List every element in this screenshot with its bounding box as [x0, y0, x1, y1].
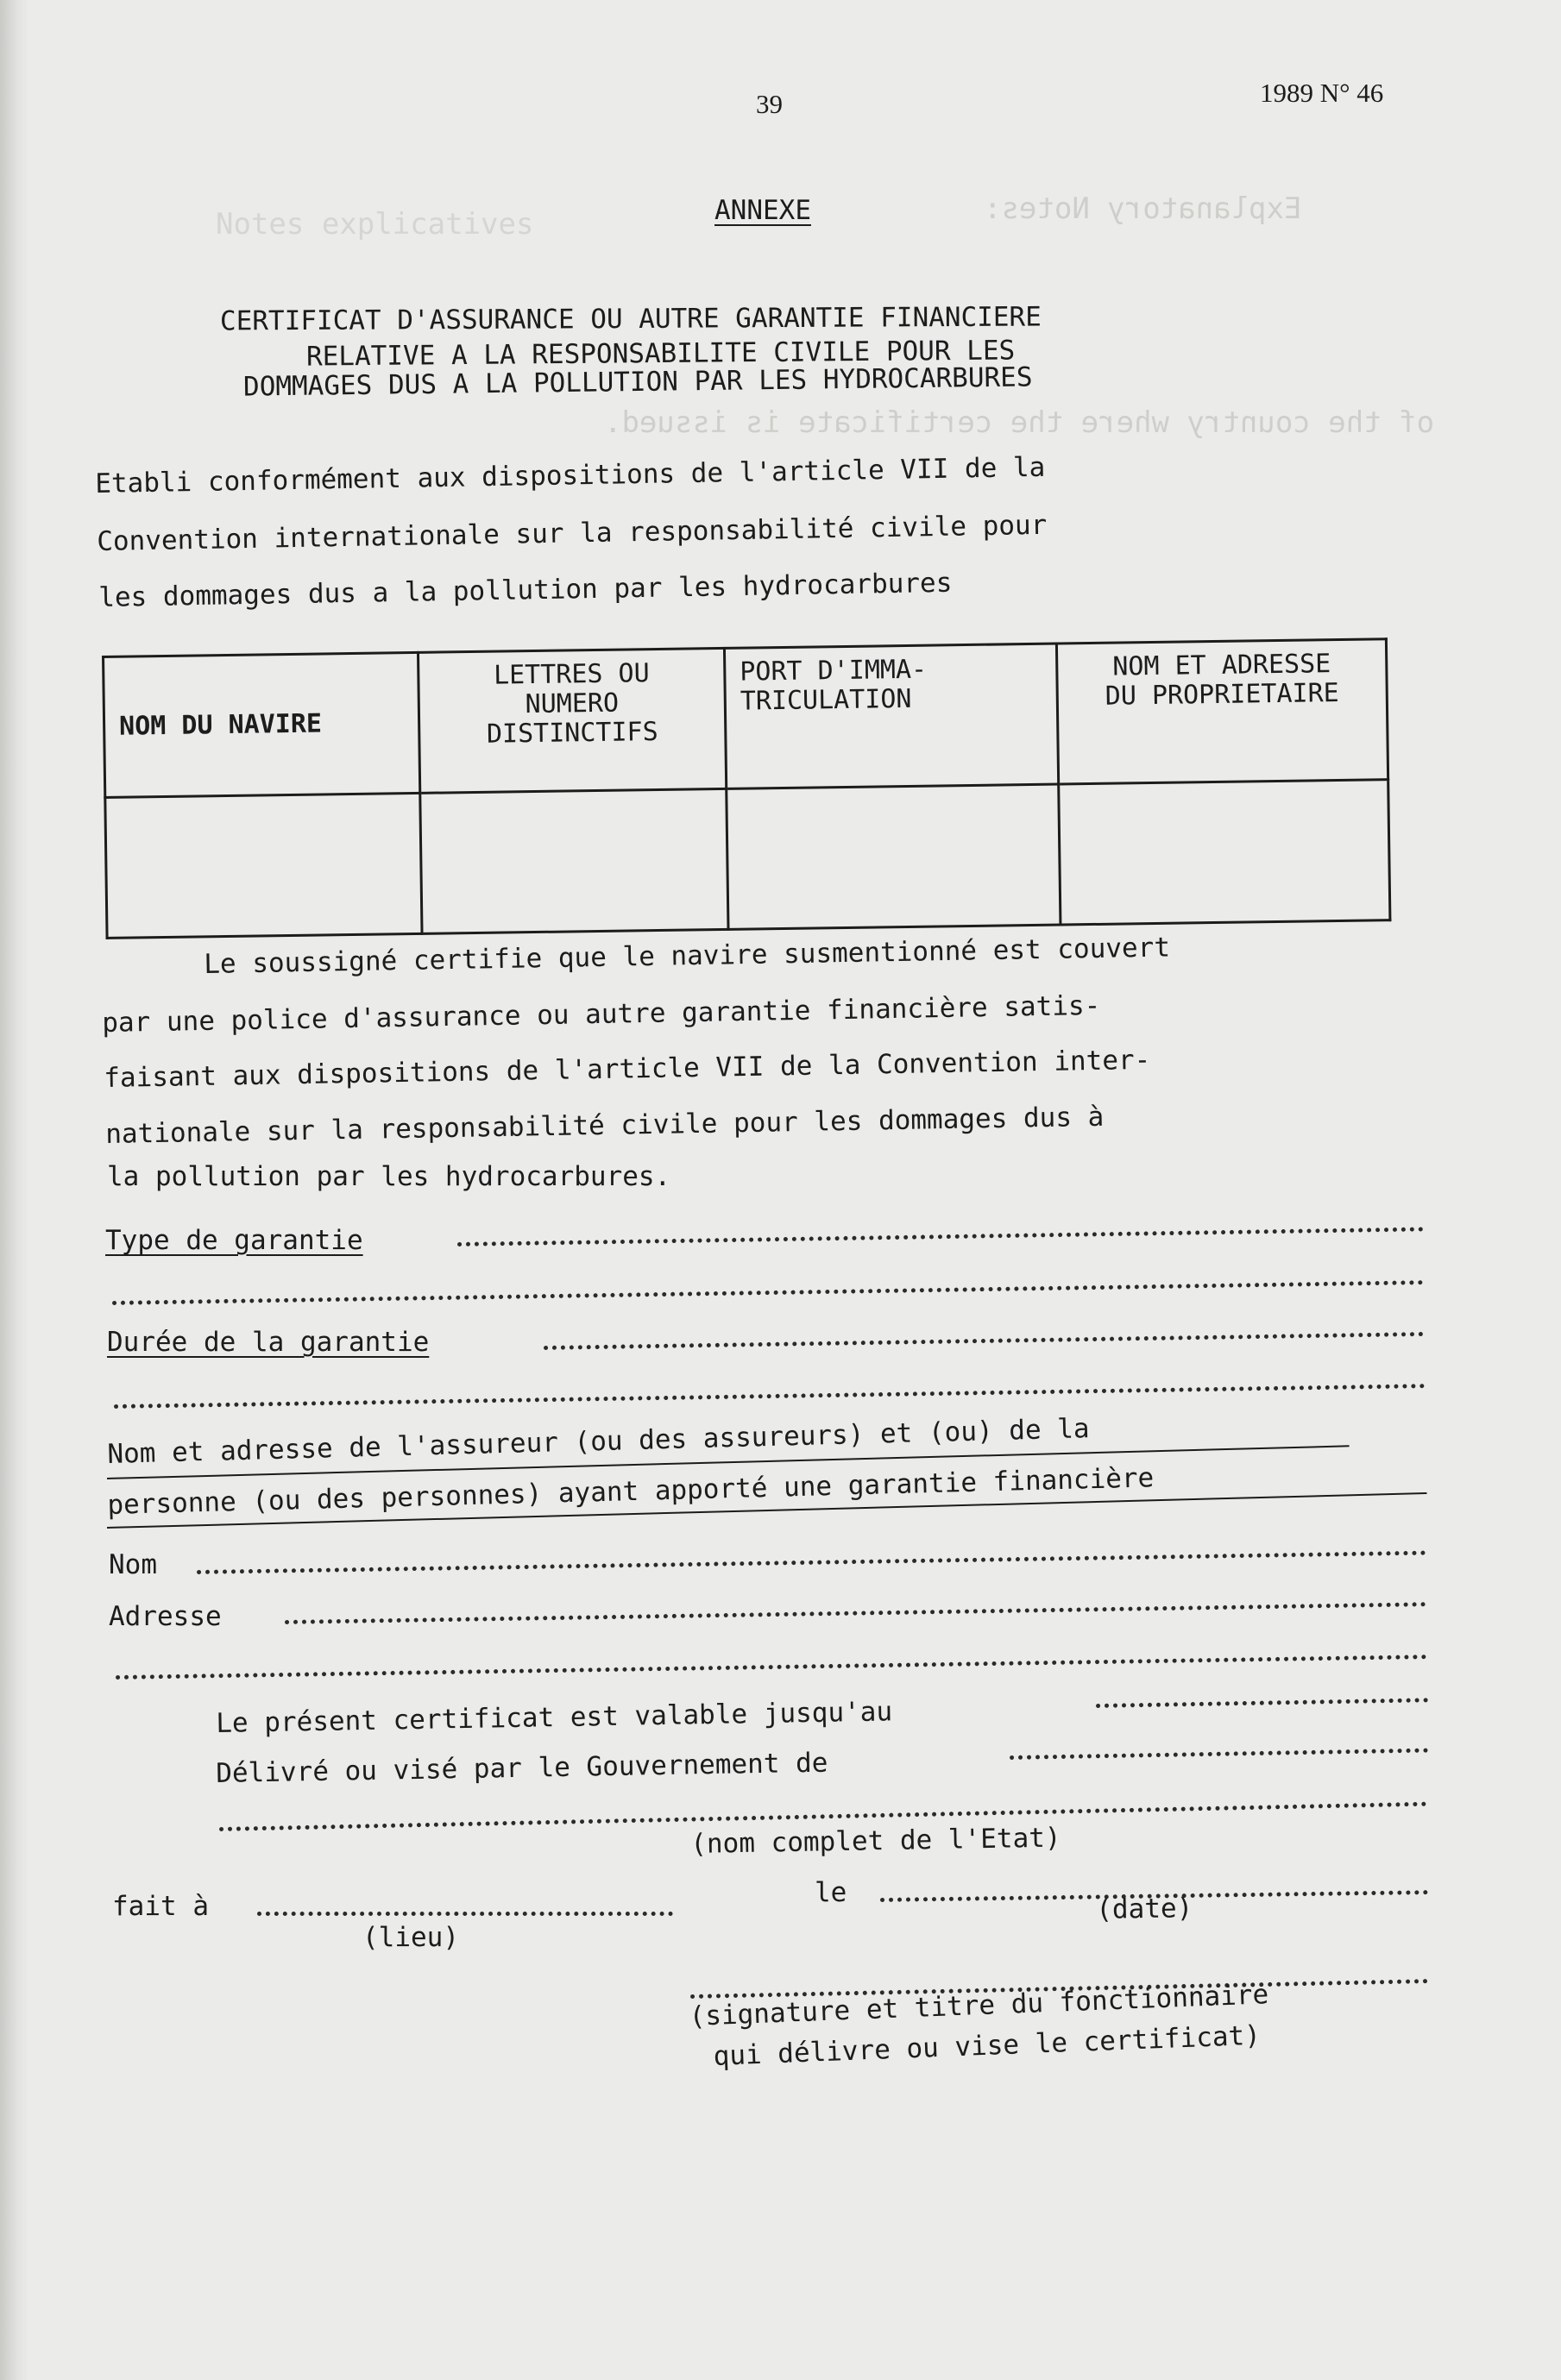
certificate-title-line: RELATIVE A LA RESPONSABILITE CIVILE POUR LES [305, 335, 1016, 373]
duree-garantie-field[interactable] [544, 1332, 1424, 1350]
type-garantie-label: Type de garantie [105, 1225, 363, 1256]
validity-date-field[interactable] [1096, 1698, 1428, 1708]
issuing-government-label: Délivré ou visé par le Gouvernement de [216, 1747, 828, 1789]
table-row [105, 780, 1390, 939]
header-line: TRICULATION [740, 683, 912, 717]
type-garantie-field-continued[interactable] [112, 1280, 1424, 1305]
state-name-caption: (nom complet de l'Etat) [690, 1822, 1061, 1860]
insurer-address-label: Adresse [109, 1601, 222, 1632]
place-field[interactable] [257, 1912, 673, 1916]
validity-label: Le présent certificat est valable jusqu'au [216, 1696, 893, 1739]
column-header-ship-name: NOM DU NAVIRE [104, 652, 420, 797]
certification-text-line: par une police d'assurance ou autre garantie financière satis- [102, 989, 1101, 1039]
ship-name-cell[interactable] [105, 793, 422, 938]
certification-text-line: la pollution par les hydrocarbures. [107, 1161, 671, 1192]
header-line: DISTINCTIFS [486, 717, 658, 750]
intro-text-line: Etabli conformément aux dispositions de l'article VII de la [95, 451, 1046, 499]
insurer-heading-line: personne (ou des personnes) ayant apporté une garantie financière [107, 1462, 1155, 1521]
header-line: NOM ET ADRESSE [1112, 649, 1331, 682]
duree-garantie-label: Durée de la garantie [107, 1327, 430, 1358]
certification-text-line: nationale sur la responsabilité civile pour les dommages dus à [105, 1101, 1105, 1150]
identification-cell[interactable] [420, 788, 728, 933]
insurer-heading-line: Nom et adresse de l'assureur (ou des assureurs) et (ou) de la [107, 1413, 1091, 1470]
insurer-address-field-continued[interactable] [116, 1655, 1427, 1680]
table-header-row [104, 639, 1388, 798]
column-header-identification [418, 648, 726, 793]
bleed-through-text: Explanatory Notes: [984, 192, 1302, 226]
place-label: fait à [112, 1891, 209, 1922]
column-header-port [724, 644, 1058, 788]
signature-caption-line: qui délivre ou vise le certificat) [713, 2019, 1262, 2072]
insurer-name-field[interactable] [197, 1551, 1426, 1574]
signature-caption-line: (signature et titre du fonctionnaire [689, 1979, 1269, 2032]
header-line: NUMERO [525, 688, 620, 720]
intro-text-line: les dommages dus a la pollution par les hydrocarbures [98, 567, 953, 613]
certificate-title-line: CERTIFICAT D'ASSURANCE OU AUTRE GARANTIE FINANCIERE [219, 301, 1042, 337]
duree-garantie-field-continued[interactable] [114, 1384, 1426, 1409]
owner-cell[interactable] [1059, 780, 1390, 925]
type-garantie-field[interactable] [457, 1227, 1424, 1247]
certification-text-line: Le soussigné certifie que le navire susmentionné est couvert [204, 932, 1171, 980]
header-line: LETTRES OU [493, 658, 650, 691]
bleed-through-text: Notes explicatives [216, 207, 534, 242]
intro-text-line: Convention internationale sur la responsabilité civile pour [97, 509, 1048, 557]
certification-text-line: faisant aux dispositions de l'article VII de la Convention inter- [104, 1044, 1151, 1094]
page-binding-shadow [0, 0, 29, 2380]
port-cell[interactable] [727, 784, 1061, 929]
column-header-owner [1056, 639, 1388, 784]
issuing-government-field[interactable] [1010, 1749, 1428, 1760]
header-line: DU PROPRIETAIRE [1105, 677, 1339, 712]
date-label: le [815, 1877, 847, 1908]
insurer-address-field[interactable] [285, 1602, 1426, 1624]
certificate-title-line: DOMMAGES DUS A LA POLLUTION PAR LES HYDROCARBURES [242, 361, 1033, 403]
annexe-heading: ANNEXE [714, 195, 811, 226]
header-line: PORT D'IMMA- [740, 654, 928, 688]
date-caption: (date) [1096, 1893, 1193, 1925]
place-caption: (lieu) [362, 1922, 459, 1953]
ship-details-table [102, 637, 1391, 939]
bleed-through-text: of the country where the certificate is issued. [604, 405, 1435, 440]
page-number: 39 [756, 89, 783, 119]
publication-reference: 1989 N° 46 [1260, 78, 1384, 108]
insurer-name-label: Nom [109, 1549, 157, 1580]
